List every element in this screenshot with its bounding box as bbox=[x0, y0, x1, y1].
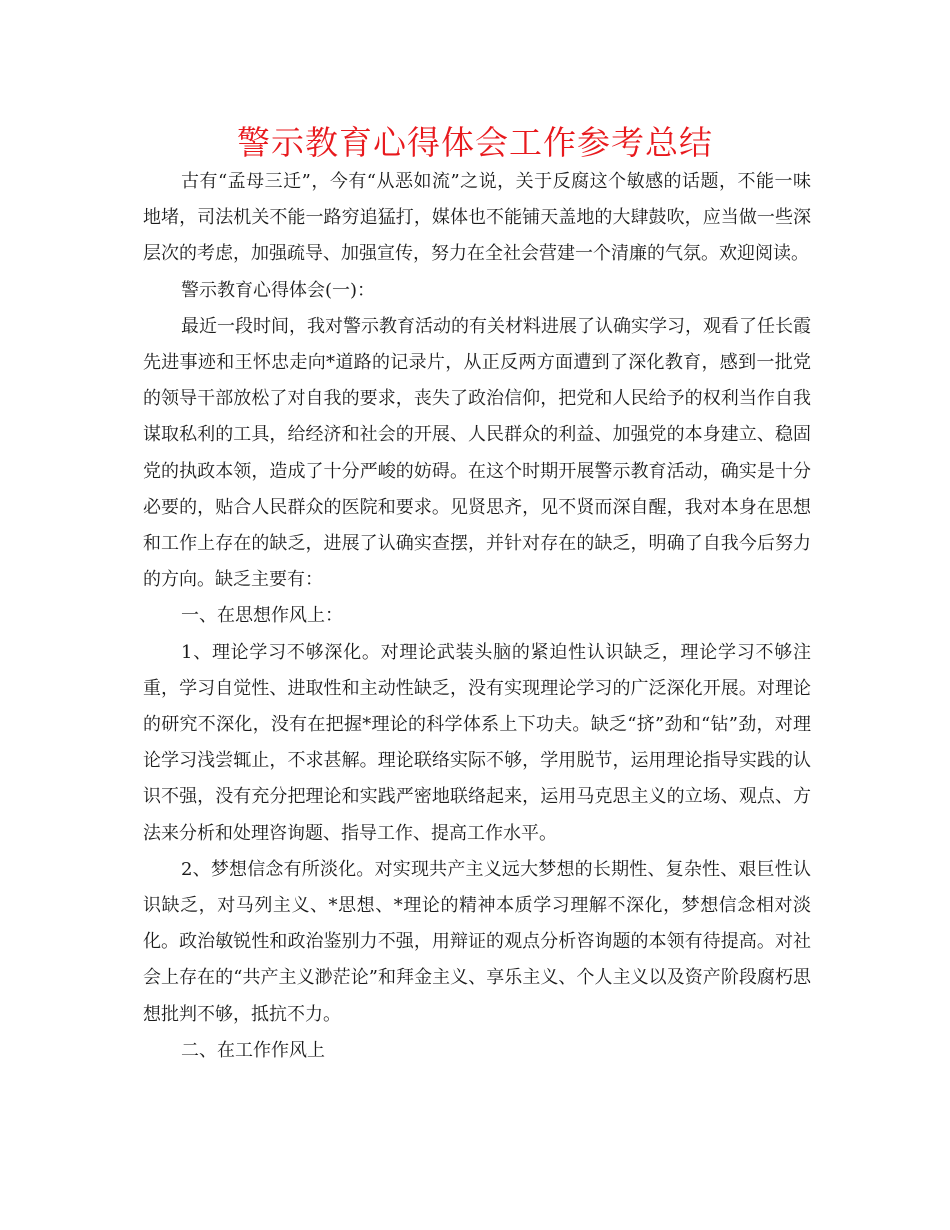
paragraph-point-1: 1、理论学习不够深化。对理论武装头脑的紧迫性认识缺乏，理论学习不够注重，学习自觉性、进取性和主动性缺乏，没有实现理论学习的广泛深化开展。对理论的研究不深化，没有在把握*理论的科学体系上下功夫。缺乏“挤”劲和“钻”劲，对理论学习浅尝辄止，不求甚解。理论联络实际不够，学用脱节，运用理论指导实践的认识不强，没有充分把理论和实践严密地联络起来，运用马克思主义的立场、观点、方法来分析和处理咨询题、指导工作、提高工作水平。 bbox=[143, 641, 811, 844]
section-heading-work-style: 二、在工作作风上 bbox=[181, 1039, 325, 1061]
document-body bbox=[143, 164, 811, 1069]
paragraph-point-2: 2、梦想信念有所淡化。对实现共产主义远大梦想的长期性、复杂性、艰巨性认识缺乏，对马列主义、*思想、*理论的精神本质学习理解不深化，梦想信念相对淡化。政治敏锐性和政治鉴别力不强，用辩证的观点分析咨询题的本领有待提高。对社会上存在的“共产主义渺茫论”和拜金主义、享乐主义、个人主义以及资产阶段腐朽思想批判不够，抵抗不力。 bbox=[143, 858, 811, 1025]
paragraph-intro: 古有“孟母三迁”，今有“从恶如流”之说，关于反腐这个敏感的话题，不能一味地堵，司法机关不能一路穷追猛打，媒体也不能铺天盖地的大肆鼓吹，应当做一些深层次的考虑，加强疏导、加强宣传，努力在全社会营建一个清廉的气氛。欢迎阅读。 bbox=[143, 171, 811, 265]
paragraph-heading-part-one: 警示教育心得体会(一)： bbox=[181, 279, 376, 301]
document-title: 警示教育心得体会工作参考总结 bbox=[237, 123, 713, 162]
paragraph-main: 最近一段时间，我对警示教育活动的有关材料进展了认确实学习，观看了任长霞先进事迹和王怀忠走向*道路的记录片，从正反两方面遭到了深化教育，感到一批党的领导干部放松了对自我的要求，丧失了政治信仰，把党和人民给予的权利当作自我谋取私利的工具，给经济和社会的开展、人民群众的利益、加强党的本身建立、稳固党的执政本领，造成了十分严峻的妨碍。在这个时期开展警示教育活动，确实是十分必要的，贴合人民群众的医院和要求。见贤思齐，见不贤而深自醒，我对本身在思想和工作上存在的缺乏，进展了认确实查摆，并针对存在的缺乏，明确了自我今后努力的方向。缺乏主要有： bbox=[143, 315, 811, 591]
section-heading-thought-style: 一、在思想作风上： bbox=[181, 605, 343, 627]
